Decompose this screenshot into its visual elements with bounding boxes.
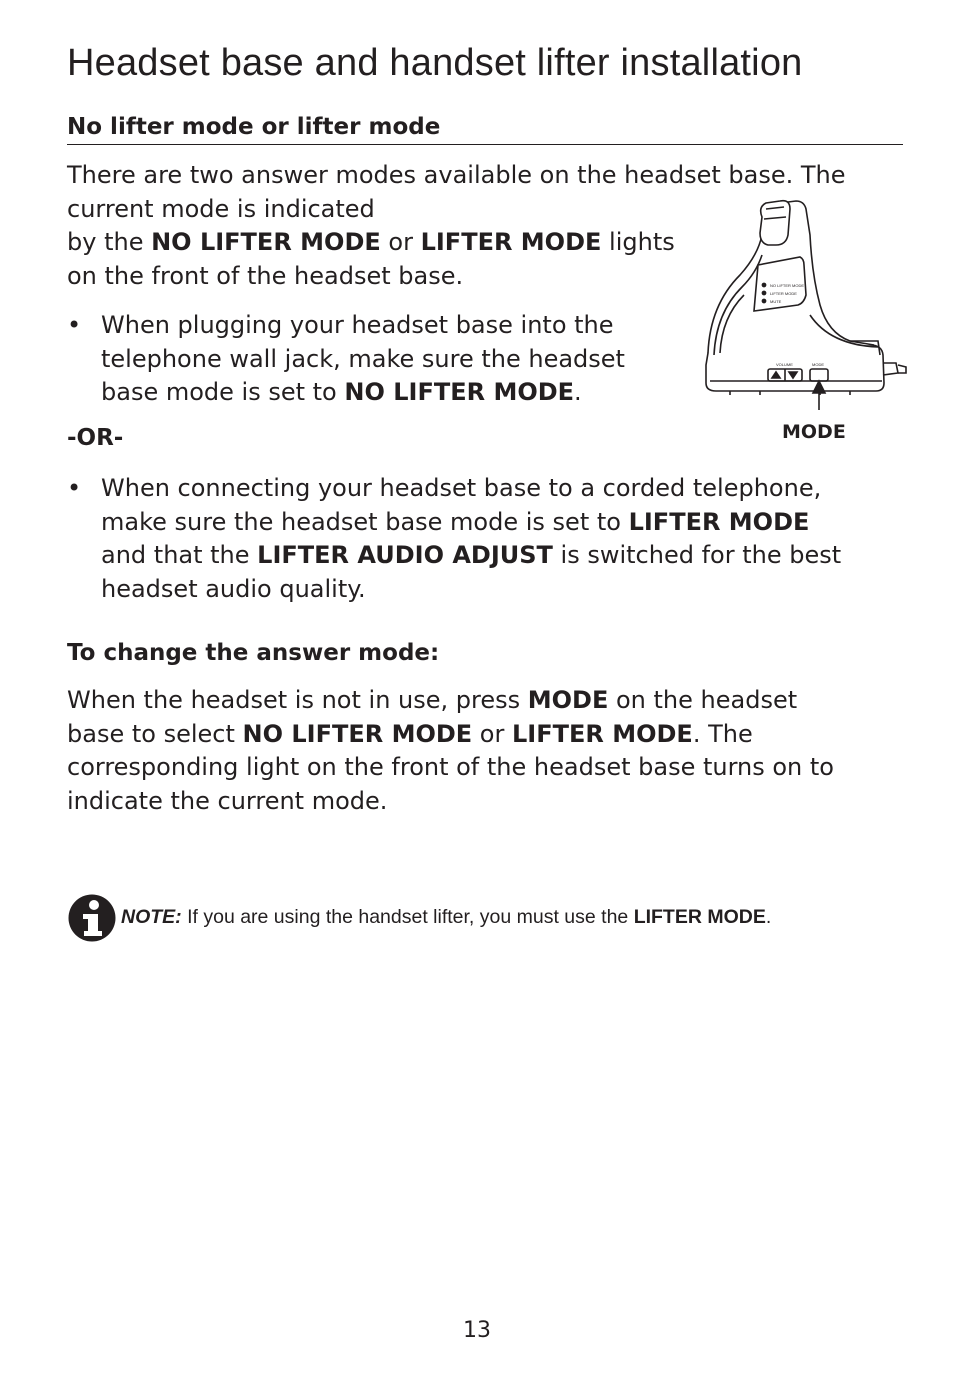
bullet1-line-2: telephone wall jack, make sure the headset [101,344,625,373]
bullet2-line-3-start: and that the [101,541,258,570]
no-lifter-mode-term: NO LIFTER MODE [344,378,575,407]
change-line-1-start: When the headset is not in use, press [67,686,528,714]
change-line-2-end: . The [692,719,753,748]
bullet-dot: • [67,311,82,339]
bullet-corded-telephone [67,472,903,606]
mode-term: MODE [527,686,609,714]
bullet2-line-1: When connecting your headset base to a corded telephone, [101,474,822,502]
note-label: NOTE: [121,906,182,928]
page-title: Headset base and handset lifter installation [67,42,803,84]
no-lifter-mode-term: NO LIFTER MODE [151,228,381,257]
bullet-wall-jack [67,309,707,410]
change-line-3: corresponding light on the front of the headset base turns on to [67,753,834,782]
intro-line-1: There are two answer modes available on the headset base. The [67,161,846,189]
or-word: or [472,719,512,748]
headset-base-illustration [700,195,940,410]
bullet2-line-3-end: is switched for the best [552,541,842,570]
panel-label-lifter: LIFTER MODE [770,291,797,296]
or-word: or [380,228,421,257]
intro-line-2: current mode is indicated [67,194,375,223]
change-line-2-start: base to select [67,719,243,748]
change-mode-paragraph [67,684,903,818]
lifter-mode-term: LIFTER MODE [420,228,602,257]
intro-line-3-start: by the [67,228,152,257]
mode-callout-label: MODE [782,421,846,443]
bullet1-line-3-end: . [574,378,582,407]
info-icon [67,893,117,943]
lifter-mode-term: LIFTER MODE [633,906,766,928]
page-number: 13 [463,1318,491,1343]
bullet-dot: • [67,474,82,502]
panel-label-mute: MUTE [770,299,782,304]
intro-line-3-end: lights [601,228,675,257]
note-body: If you are using the handset lifter, you must use the [181,906,634,928]
section-heading: No lifter mode or lifter mode [67,114,903,145]
lifter-mode-term: LIFTER MODE [511,719,693,748]
change-line-1-end: on the headset [608,686,798,714]
no-lifter-mode-term: NO LIFTER MODE [242,719,473,748]
bullet1-line-3-start: base mode is set to [101,378,345,407]
note-text [121,906,771,929]
lifter-audio-adjust-term: LIFTER AUDIO ADJUST [257,541,553,570]
lifter-mode-term: LIFTER MODE [628,507,810,536]
change-line-4: indicate the current mode. [67,786,388,815]
bullet1-line-1: When plugging your headset base into the [101,311,614,339]
bullet2-line-2-start: make sure the headset base mode is set to [101,507,629,536]
note-end: . [765,906,772,928]
mode-button-label: MODE [812,362,824,367]
intro-line-4: on the front of the headset base. [67,261,464,290]
panel-label-no-lifter: NO LIFTER MODE [770,283,805,288]
change-mode-heading: To change the answer mode: [67,640,440,666]
or-separator: -OR- [67,425,124,451]
volume-label: VOLUME [776,362,793,367]
bullet2-line-4: headset audio quality. [101,574,366,603]
